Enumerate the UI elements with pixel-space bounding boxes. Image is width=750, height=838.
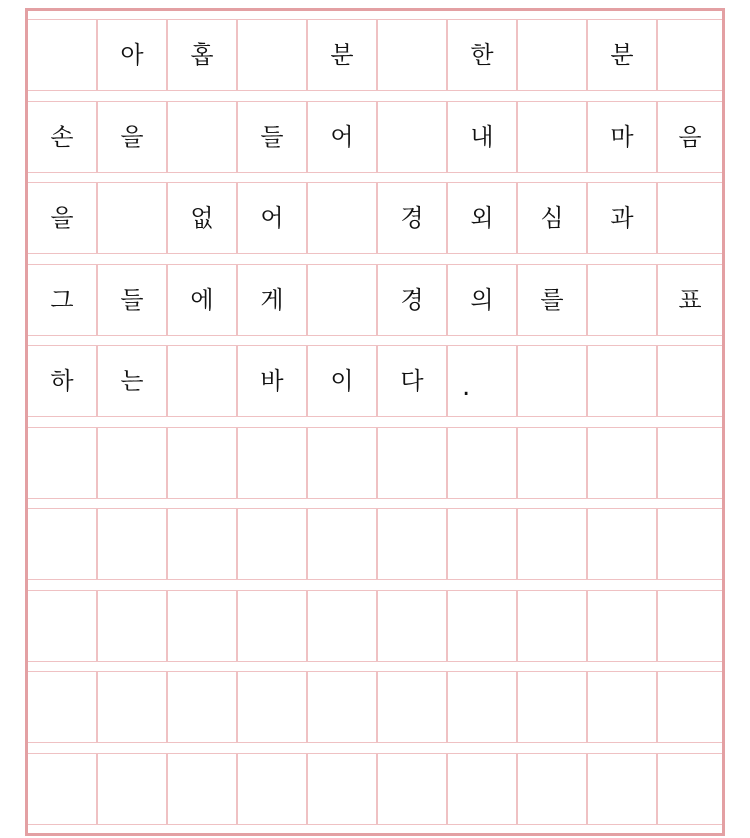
grid-cell — [98, 591, 168, 661]
grid-cell: 아 — [98, 20, 168, 90]
grid-cell — [378, 20, 448, 90]
grid-cell — [378, 672, 448, 742]
grid-cell — [588, 346, 658, 416]
grid-cell — [98, 509, 168, 579]
grid-cell: 을 — [98, 102, 168, 172]
grid-cell — [658, 428, 722, 498]
grid-cell — [168, 428, 238, 498]
grid-cell: 을 — [28, 183, 98, 253]
grid-cell — [308, 509, 378, 579]
grid-cell: 에 — [168, 265, 238, 335]
grid-cell — [518, 428, 588, 498]
grid-cell — [28, 591, 98, 661]
grid-cell — [238, 509, 308, 579]
grid-cell — [28, 428, 98, 498]
grid-cell: 어 — [238, 183, 308, 253]
grid-cell: 들 — [238, 102, 308, 172]
grid-cell: 없 — [168, 183, 238, 253]
grid-cell — [658, 591, 722, 661]
grid-cell — [238, 754, 308, 824]
grid-cell: 경 — [378, 265, 448, 335]
grid-cell: 다 — [378, 346, 448, 416]
grid-cell — [448, 754, 518, 824]
grid-row — [28, 101, 722, 173]
grid-cell: 표 — [678, 286, 702, 314]
grid-cell: 홉 — [168, 20, 238, 90]
grid-cell — [518, 754, 588, 824]
grid-cell — [518, 591, 588, 661]
grid-cell: 분 — [308, 20, 378, 90]
grid-cell — [168, 754, 238, 824]
grid-cell — [168, 346, 238, 416]
grid-cell: . — [448, 346, 518, 416]
grid-cell — [168, 672, 238, 742]
grid-cell — [588, 672, 658, 742]
grid-cell — [378, 428, 448, 498]
grid-cell — [448, 509, 518, 579]
grid-cell — [518, 509, 588, 579]
grid-cell — [658, 346, 722, 416]
grid-cell — [518, 20, 588, 90]
grid-cell: 심 — [518, 183, 588, 253]
grid-cell — [238, 672, 308, 742]
grid-cell — [28, 20, 98, 90]
grid-cell — [308, 591, 378, 661]
grid-cell — [658, 754, 722, 824]
grid-cell — [518, 102, 588, 172]
grid-cell — [588, 428, 658, 498]
grid-cell — [448, 428, 518, 498]
grid-cell: 분 — [588, 20, 658, 90]
grid-cell: 손 — [28, 102, 98, 172]
grid-cell — [28, 509, 98, 579]
grid-cell — [378, 754, 448, 824]
grid-row — [28, 264, 722, 336]
grid-cell: 과 — [588, 183, 658, 253]
grid-cell — [308, 183, 378, 253]
grid-cell: 들 — [98, 265, 168, 335]
grid-row — [28, 590, 722, 662]
grid-cell — [448, 672, 518, 742]
grid-cell: 이 — [308, 346, 378, 416]
grid-cell — [238, 20, 308, 90]
grid-cell: 는 — [98, 346, 168, 416]
grid-cell — [308, 672, 378, 742]
grid-cell — [238, 591, 308, 661]
grid-row — [28, 753, 722, 825]
grid-cell: 경 — [378, 183, 448, 253]
grid-cell: 그 — [28, 265, 98, 335]
grid-cell — [448, 591, 518, 661]
grid-cell — [588, 509, 658, 579]
grid-row — [28, 427, 722, 499]
grid-cell — [98, 183, 168, 253]
grid-row — [28, 345, 722, 417]
grid-cell — [588, 265, 658, 335]
grid-cell — [308, 265, 378, 335]
grid-cell — [658, 509, 722, 579]
grid-cell — [378, 591, 448, 661]
grid-cell: 마 — [588, 102, 658, 172]
grid-row — [28, 182, 722, 254]
grid-row — [28, 19, 722, 91]
grid-cell — [168, 591, 238, 661]
manuscript-sheet — [25, 8, 725, 836]
grid-cell — [98, 672, 168, 742]
grid-cell — [588, 754, 658, 824]
grid-cell: 바 — [238, 346, 308, 416]
grid-cell — [28, 754, 98, 824]
grid-row — [28, 508, 722, 580]
grid-cell — [658, 672, 722, 742]
grid-cell: 하 — [28, 346, 98, 416]
grid-cell — [378, 509, 448, 579]
grid-cell — [98, 428, 168, 498]
grid-cell — [518, 346, 588, 416]
grid-cell — [378, 102, 448, 172]
grid-row — [28, 671, 722, 743]
grid-cell: 어 — [308, 102, 378, 172]
grid-cell: 를 — [518, 265, 588, 335]
grid-cell: 의 — [448, 265, 518, 335]
grid-cell: 음 — [678, 123, 702, 151]
grid-cell — [308, 754, 378, 824]
grid-cell — [308, 428, 378, 498]
grid-cell: 게 — [238, 265, 308, 335]
grid-cell — [658, 20, 722, 90]
grid-cell: 외 — [448, 183, 518, 253]
grid-cell — [238, 428, 308, 498]
grid-cell — [168, 102, 238, 172]
grid-cell — [28, 672, 98, 742]
grid-cell — [588, 591, 658, 661]
grid-cell — [658, 183, 722, 253]
grid-cell — [98, 754, 168, 824]
grid-cell: 내 — [448, 102, 518, 172]
grid-cell — [168, 509, 238, 579]
grid-cell — [518, 672, 588, 742]
grid-cell: 한 — [448, 20, 518, 90]
